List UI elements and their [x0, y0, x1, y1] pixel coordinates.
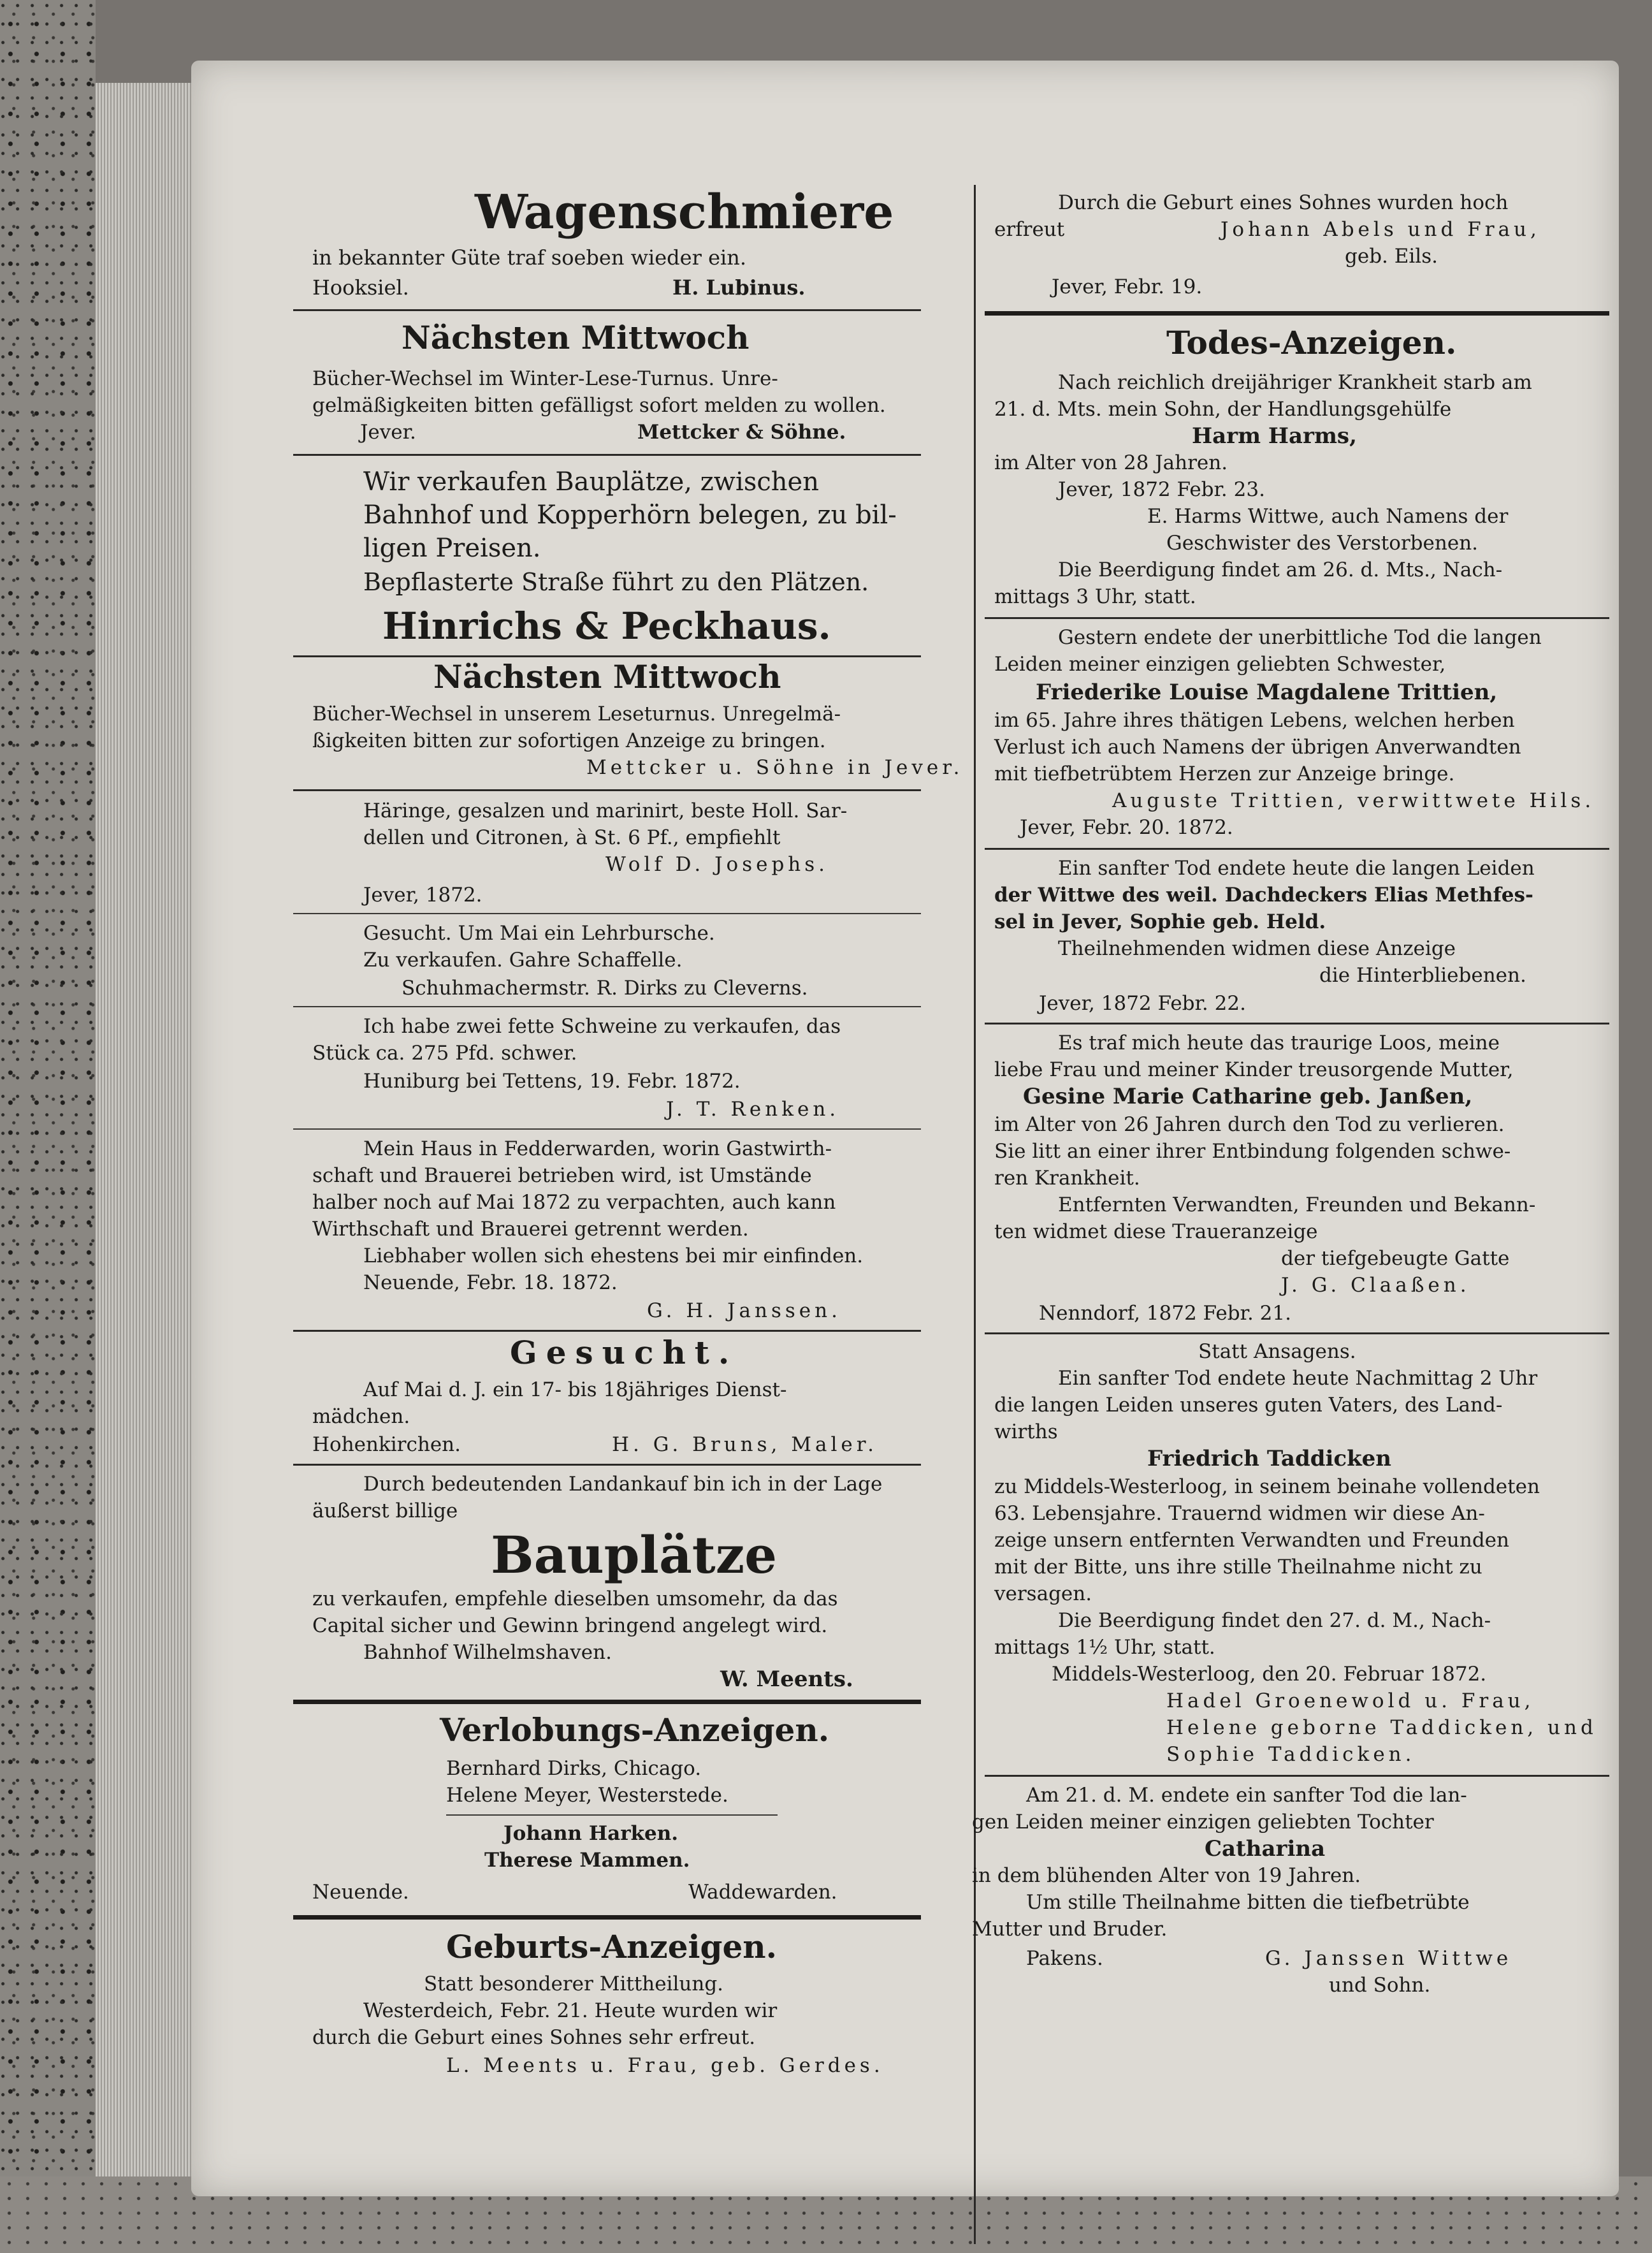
bauplaetze-text-2: Capital sicher und Gewinn bringend angelegt wird. [312, 1614, 828, 1637]
geburt2-names: Johann Abels und Frau, [1221, 218, 1540, 241]
todes-a4-name: Gesine Marie Catharine geb. Janßen, [1023, 1084, 1473, 1109]
divider-thick [985, 311, 1609, 316]
todes-a6-text-2: gen Leiden meiner einzigen geliebten Tochter [972, 1811, 1434, 1834]
mittwoch2-title: Nächsten Mittwoch [433, 658, 781, 696]
haus-text-2: schaft und Brauerei betrieben wird, ist Umstände [312, 1164, 812, 1187]
gesucht-text-1: Auf Mai d. J. ein 17- bis 18jähriges Dienst- [363, 1378, 787, 1401]
bauplaetze-title: Bauplätze [491, 1525, 778, 1585]
todes-a4-text-5: ren Krankheit. [994, 1167, 1140, 1190]
mittwoch-text-1: Bücher-Wechsel im Winter-Lese-Turnus. Unre- [312, 367, 778, 390]
todes-a4-sender-2: J. G. Claaßen. [1281, 1274, 1470, 1297]
bauplaetze-text-1: zu verkaufen, empfehle dieselben umsomehr, da das [312, 1587, 838, 1610]
todes-a4-text-2: liebe Frau und meiner Kinder treusorgende Mutter, [994, 1058, 1514, 1081]
todes-a4-text-6: Entfernten Verwandten, Freunden und Bekann- [1058, 1193, 1536, 1216]
bauplaetze-ad-text-2: Bahnhof und Kopperhörn belegen, zu bil- [363, 500, 897, 530]
haus-text-1: Mein Haus in Fedderwarden, worin Gastwirth- [363, 1137, 832, 1160]
wagenschmiere-sender: H. Lubinus. [672, 275, 806, 300]
divider [985, 1023, 1609, 1024]
todes-a4-text-4: Sie litt an einer ihrer Entbindung folgenden schwe- [994, 1140, 1511, 1163]
todes-a2-text-1: Gestern endete der unerbittliche Tod die langen [1058, 626, 1542, 649]
schweine-text-2: Stück ca. 275 Pfd. schwer. [312, 1042, 577, 1065]
todes-a2-text-3: im 65. Jahre ihres thätigen Lebens, welchen herben [994, 709, 1515, 732]
todes-a3-text-3: sel in Jever, Sophie geb. Held. [994, 910, 1326, 933]
todes-title: Todes-Anzeigen. [1166, 324, 1457, 361]
geburt-sender: L. Meents u. Frau, geb. Gerdes. [446, 2054, 884, 2077]
todes-a6-sender-1: G. Janssen Wittwe [1265, 1947, 1512, 1970]
todes-a1-sender-2: Geschwister des Verstorbenen. [1166, 532, 1479, 555]
gesucht-title: Gesucht. [510, 1334, 739, 1371]
verlobung-place-2: Waddewarden. [688, 1881, 837, 1904]
todes-a5-text-4: zu Middels-Westerloog, in seinem beinahe vollendeten [994, 1475, 1540, 1498]
haus-sender: G. H. Janssen. [647, 1299, 841, 1322]
divider [293, 913, 921, 914]
haeringe-text-1: Häringe, gesalzen und marinirt, beste Holl. Sar- [363, 799, 848, 822]
lehrbursche-text-2: Zu verkaufen. Gahre Schaffelle. [363, 949, 683, 972]
mittwoch-text-2: gelmäßigkeiten bitten gefälligst sofort melden zu wollen. [312, 394, 886, 417]
todes-a2-text-4: Verlust ich auch Namens der übrigen Anverwandten [994, 736, 1521, 759]
todes-a5-date: Middels-Westerloog, den 20. Februar 1872. [1052, 1663, 1487, 1686]
mittwoch-title: Nächsten Mittwoch [402, 319, 750, 356]
divider [985, 1332, 1609, 1334]
gesucht-place: Hohenkirchen. [312, 1433, 461, 1456]
todes-a6-text-3: in dem blühenden Alter von 19 Jahren. [972, 1864, 1361, 1887]
todes-a5-sender-2: Helene geborne Taddicken, und [1166, 1716, 1597, 1739]
todes-a5-text-3: wirths [994, 1420, 1058, 1443]
divider [293, 309, 921, 311]
todes-a5-text-2: die langen Leiden unseres guten Vaters, des Land- [994, 1394, 1503, 1417]
todes-a3-text-2: der Wittwe des weil. Dachdeckers Elias Methfes- [994, 884, 1533, 907]
todes-a4-text-3: im Alter von 26 Jahren durch den Tod zu verlieren. [994, 1113, 1505, 1136]
haeringe-date: Jever, 1872. [363, 884, 482, 907]
mittwoch-place: Jever. [360, 421, 416, 444]
divider-thick [293, 1700, 921, 1704]
verlobung-name-2: Helene Meyer, Westerstede. [446, 1784, 728, 1807]
todes-a1-text-5: mittags 3 Uhr, statt. [994, 585, 1196, 608]
bauplaetze-ad-text-4: Bepflasterte Straße führt zu den Plätzen. [363, 568, 869, 596]
todes-a5-text-9: Die Beerdigung findet den 27. d. M., Nach- [1058, 1609, 1491, 1632]
todes-a1-text-1: Nach reichlich dreijähriger Krankheit starb am [1058, 371, 1532, 394]
mittwoch2-text-2: ßigkeiten bitten zur sofortigen Anzeige zu bringen. [312, 729, 826, 752]
geburt-text-1: Statt besonderer Mittheilung. [424, 1972, 724, 1995]
geburt-title: Geburts-Anzeigen. [446, 1928, 778, 1965]
binding-edge [0, 0, 96, 2253]
todes-a6-place: Pakens. [1026, 1947, 1103, 1970]
divider [985, 848, 1609, 850]
bauplaetze-ad-text-1: Wir verkaufen Bauplätze, zwischen [363, 467, 819, 497]
bauplaetze-intro-1: Durch bedeutenden Landankauf bin ich in der Lage [363, 1473, 883, 1496]
todes-a6-text-1: Am 21. d. M. endete ein sanfter Tod die lan- [1026, 1784, 1467, 1807]
lehrbursche-sender: Schuhmachermstr. R. Dirks zu Cleverns. [402, 977, 808, 1000]
todes-a2-text-2: Leiden meiner einzigen geliebten Schwester, [994, 653, 1446, 676]
todes-a6-name: Catharina [1205, 1836, 1326, 1862]
divider-short [446, 1814, 778, 1816]
schweine-sender: J. T. Renken. [666, 1098, 840, 1121]
todes-a5-sender-1: Hadel Groenewold u. Frau, [1166, 1689, 1535, 1712]
verlobung-name-4: Therese Mammen. [484, 1849, 690, 1872]
bauplaetze-intro-2: äußerst billige [312, 1499, 458, 1522]
todes-a5-head: Statt Ansagens. [1198, 1340, 1356, 1363]
divider-thick [293, 1915, 921, 1920]
todes-a5-sender-3: Sophie Taddicken. [1166, 1743, 1416, 1766]
todes-a1-text-3: im Alter von 28 Jahren. [994, 451, 1228, 474]
haus-text-3: halber noch auf Mai 1872 zu verpachten, auch kann [312, 1191, 836, 1214]
divider [293, 1128, 921, 1130]
todes-a5-text-10: mittags 1½ Uhr, statt. [994, 1636, 1215, 1659]
gesucht-text-2: mädchen. [312, 1405, 410, 1428]
todes-a6-sender-2: und Sohn. [1329, 1974, 1431, 1997]
verlobung-title: Verlobungs-Anzeigen. [440, 1711, 830, 1749]
divider [985, 1775, 1609, 1777]
todes-a4-text-7: ten widmet diese Traueranzeige [994, 1220, 1318, 1243]
todes-a6-text-5: Mutter und Bruder. [972, 1918, 1168, 1941]
divider [293, 1006, 921, 1007]
todes-a2-text-5: mit tiefbetrübtem Herzen zur Anzeige bringe. [994, 762, 1455, 785]
haeringe-text-2: dellen und Citronen, à St. 6 Pf., empfiehlt [363, 826, 781, 849]
schweine-text-1: Ich habe zwei fette Schweine zu verkaufen, das [363, 1015, 841, 1038]
verlobung-name-3: Johann Harken. [504, 1822, 679, 1845]
haus-date: Neuende, Febr. 18. 1872. [363, 1271, 618, 1294]
todes-a5-text-1: Ein sanfter Tod endete heute Nachmittag 2 Uhr [1058, 1367, 1538, 1390]
verlobung-name-1: Bernhard Dirks, Chicago. [446, 1757, 702, 1780]
todes-a1-name: Harm Harms, [1192, 423, 1357, 449]
divider [293, 655, 921, 657]
bauplaetze-ad-sender: Hinrichs & Peckhaus. [382, 604, 831, 648]
todes-a6-text-4: Um stille Theilnahme bitten die tiefbetrübte [1026, 1891, 1470, 1914]
todes-a5-text-5: 63. Lebensjahre. Trauernd widmen wir diese An- [994, 1502, 1485, 1525]
wagenschmiere-place: Hooksiel. [312, 275, 409, 300]
verlobung-place-1: Neuende. [312, 1881, 409, 1904]
todes-a1-text-4: Die Beerdigung findet am 26. d. Mts., Nach- [1058, 558, 1503, 581]
todes-a3-text-5: die Hinterbliebenen. [1319, 964, 1526, 987]
todes-a1-text-2: 21. d. Mts. mein Sohn, der Handlungsgehülfe [994, 398, 1452, 421]
wagenschmiere-title: Wagenschmiere [475, 185, 894, 240]
bauplaetze-sender: W. Meents. [720, 1666, 853, 1692]
divider [985, 617, 1609, 619]
bauplaetze-ad-text-3: ligen Preisen. [363, 534, 541, 563]
todes-a5-text-7: mit der Bitte, uns ihre stille Theilnahme nicht zu [994, 1556, 1482, 1579]
lehrbursche-text-1: Gesucht. Um Mai ein Lehrbursche. [363, 922, 715, 945]
todes-a5-name: Friedrich Taddicken [1147, 1446, 1392, 1471]
wagenschmiere-text: in bekannter Güte traf soeben wieder ein. [312, 245, 747, 270]
divider [293, 1464, 921, 1466]
todes-a3-text-1: Ein sanfter Tod endete heute die langen Leiden [1058, 857, 1535, 880]
todes-a2-name: Friederike Louise Magdalene Trittien, [1036, 680, 1498, 705]
haus-text-5: Liebhaber wollen sich ehestens bei mir einfinden. [363, 1244, 864, 1267]
geburt2-date: Jever, Febr. 19. [1052, 275, 1203, 298]
geburt-text-3: durch die Geburt eines Sohnes sehr erfreut. [312, 2026, 756, 2049]
divider [293, 454, 921, 456]
todes-a5-text-6: zeige unsern entfernten Verwandten und Freunden [994, 1529, 1509, 1552]
todes-a4-date: Nenndorf, 1872 Febr. 21. [1039, 1302, 1291, 1325]
haeringe-sender: Wolf D. Josephs. [605, 853, 829, 876]
todes-a2-date: Jever, Febr. 20. 1872. [1020, 816, 1233, 839]
geburt-text-2: Westerdeich, Febr. 21. Heute wurden wir [363, 1999, 778, 2022]
todes-a3-text-4: Theilnehmenden widmen diese Anzeige [1058, 937, 1456, 960]
todes-a5-text-8: versagen. [994, 1582, 1092, 1605]
bauplaetze-place: Bahnhof Wilhelmshaven. [363, 1641, 612, 1664]
todes-a1-sender-1: E. Harms Wittwe, auch Namens der [1147, 505, 1509, 528]
divider [293, 1330, 921, 1332]
divider [293, 789, 921, 791]
todes-a2-sender: Auguste Trittien, verwittwete Hils. [1112, 789, 1595, 812]
geburt2-text-2: erfreut [994, 218, 1065, 241]
todes-a4-text-1: Es traf mich heute das traurige Loos, meine [1058, 1032, 1500, 1054]
schweine-date: Huniburg bei Tettens, 19. Febr. 1872. [363, 1070, 741, 1093]
geburt2-text-1: Durch die Geburt eines Sohnes wurden hoch [1058, 191, 1509, 214]
mittwoch2-text-1: Bücher-Wechsel in unserem Leseturnus. Unregelmä- [312, 703, 841, 725]
todes-a1-date: Jever, 1872 Febr. 23. [1058, 478, 1265, 501]
geburt2-text-3: geb. Eils. [1345, 245, 1438, 268]
mittwoch-sender: Mettcker & Söhne. [637, 421, 846, 444]
mittwoch2-sender: Mettcker u. Söhne in Jever. [586, 756, 964, 779]
todes-a3-date: Jever, 1872 Febr. 22. [1039, 992, 1246, 1015]
gesucht-sender: H. G. Bruns, Maler. [612, 1433, 878, 1456]
todes-a4-sender-1: der tiefgebeugte Gatte [1281, 1247, 1510, 1270]
haus-text-4: Wirthschaft und Brauerei getrennt werden. [312, 1218, 749, 1241]
